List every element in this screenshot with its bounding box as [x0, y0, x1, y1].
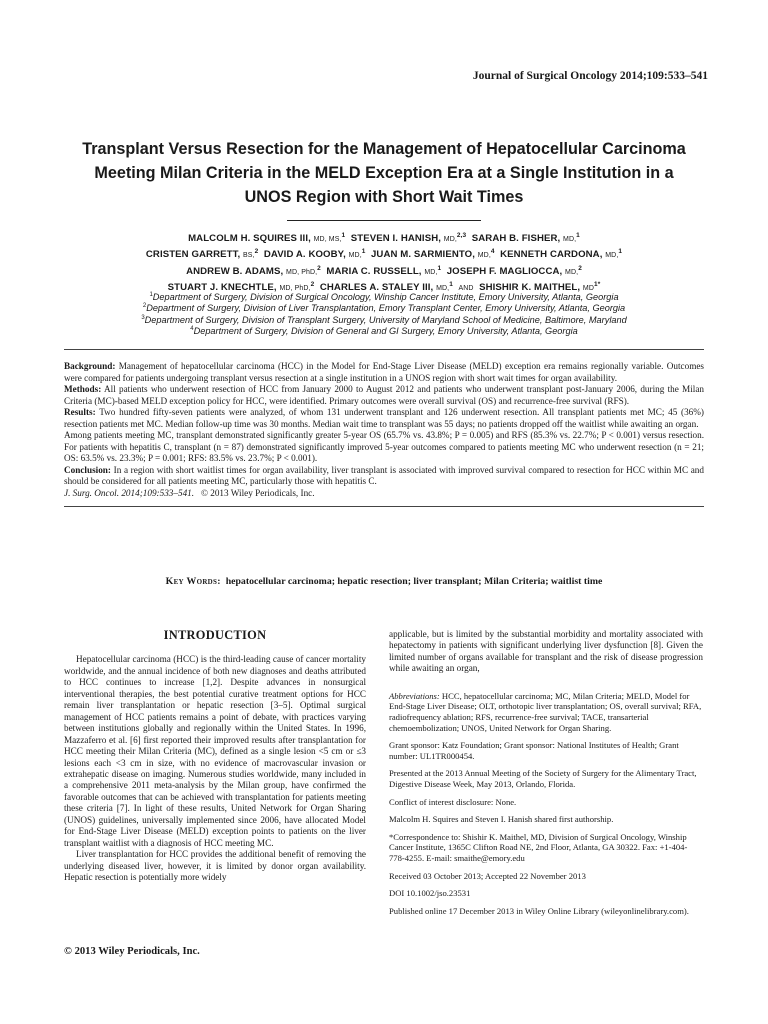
grant-note: Grant sponsor: Katz Foundation; Grant sponsor: National Institutes of Health; Grant number: UL1TR000454.: [389, 740, 679, 761]
abbreviations-label: Abbreviations:: [389, 690, 440, 701]
author-degree: MD,: [563, 236, 577, 243]
affiliation-text: Department of Surgery, Division of General and GI Surgery, Emory University, Atlanta, Georgia: [193, 326, 578, 337]
affiliation: [50, 326, 718, 337]
correspondence-note: *Correspondence to: Shishir K. Maithel, MD, Division of Surgical Oncology, Winship Cancer Institute, 1365C Clifton Road NE, 2nd Floor, Atlanta, GA 30322. Fax: +1-404-778-4255. E-mail: smaithe@emory.edu: [389, 831, 688, 863]
author-degree: MD,: [424, 268, 438, 276]
author-degree: MD,: [605, 252, 619, 260]
author-name: DAVID A. KOOBY,: [263, 249, 346, 261]
abstract-citation: J. Surg. Oncol. 2014;109:533–541.: [64, 488, 195, 499]
author-name: STUART J. KNECHTLE,: [167, 282, 277, 294]
author-name: SHISHIR K. MAITHEL,: [479, 282, 581, 294]
page-copyright: © 2013 Wiley Periodicals, Inc.: [64, 946, 200, 957]
affiliation: [50, 315, 718, 326]
affiliation-text: Department of Surgery, Division of Surgical Oncology, Winship Cancer Institute, Emory University, Atlanta, Georgia: [152, 292, 619, 302]
presentation-note: Presented at the 2013 Annual Meeting of the Society of Surgery for the Alimentary Tract, Digestive Disease Week, May 2013, Orlando, Florida.: [389, 768, 697, 789]
affiliation: [50, 303, 718, 314]
body-paragraph: Hepatocellular carcinoma (HCC) is the third-leading cause of cancer mortality worldwide, and the annual incidence of both new diagnoses and deaths attributed to HCC continues to increase [1,2]. Despite advances in nonsurgical interventional therapies, the best potential curative treatment options for HCC remain liver transplantation or hepatic resection [3–5]. Optimal surgical management of HCC patients remains a point of debate, with practices varying between institutions globally and regionally within the United States. In 1996, Mazzaferro et al. [6] first reported their improved results after transplantation for HCC meeting their Milan Criteria (MC), defined as a single lesion <5 cm or ≤3 lesions each <3 cm in size, with no evidence of macrovascular invasion or extrahepatic disease on imaging. Numerous studies worldwide, many included in a comprehensive 2011 meta-analysis by the Milan group, have confirmed the favorable outcomes that can be achieved with transplantation for patients meeting these criteria [7]. In light of these results, United Network for Organ Sharing (UNOS) guidelines, universally implemented since 2006, have allocated Model for End-Stage Liver Disease (MELD) exception points to patients on the liver transplant waitlist with a diagnosis of HCC meeting MC.: [64, 654, 366, 848]
author-affil-mark: 1: [618, 248, 623, 256]
author-degree: MD,: [565, 268, 579, 276]
conflict-note: Conflict of interest disclosure: None.: [389, 796, 517, 807]
abstract-methods: [64, 384, 704, 407]
author-affil-mark: 2: [310, 281, 315, 289]
left-column: [64, 630, 366, 884]
author-name: CRISTEN GARRETT,: [145, 249, 241, 261]
author-list: [50, 231, 718, 297]
author-name: KENNETH CARDONA,: [500, 249, 603, 261]
author-affil-mark: 1: [341, 231, 346, 239]
author-affil-mark: 1*: [593, 281, 601, 289]
author-degree: MD, PhD,: [286, 268, 318, 276]
author-name: MARIA C. RUSSELL,: [326, 265, 422, 277]
abstract-citation-line: [64, 488, 704, 500]
abstract-label: Results:: [64, 407, 96, 418]
footnotes: [389, 691, 703, 917]
keywords-text: hepatocellular carcinoma; hepatic resection; liver transplant; Milan Criteria; waitlist time: [225, 576, 603, 587]
author-name: SARAH B. FISHER,: [471, 233, 561, 244]
abstract-background: [64, 361, 704, 384]
author-affil-mark: 2: [578, 264, 582, 272]
article-title: [50, 137, 718, 209]
doi-note: DOI 10.1002/jso.23531: [389, 888, 471, 899]
abstract-text: Two hundred fifty-seven patients were analyzed, of whom 131 underwent transplant and 126 underwent resection. All transplant patients met MC; 45 (36%) resection patients met MC. Median follow-up time was 30 months. Median wait time to transplant was 55 days; no patients dropped off the waitlist while awaiting an organ.: [64, 407, 704, 429]
body-paragraph-continued: applicable, but is limited by the substantial morbidity and mortality associated with hepatectomy in patients with significant underlying liver dysfunction [8]. Given the limited number of organs available for transplant and the risk of disease progression while awaiting an organ,: [389, 629, 703, 674]
author-degree: BS,: [243, 252, 255, 260]
author-affil-mark: 2: [317, 264, 321, 272]
abstract-text: Management of hepatocellular carcinoma (HCC) in the Model for End-Stage Liver Disease (MELD) exception era remains regionally variable. Outcomes were compared for patients undergoing transplant versus resection at a single institution in a UNOS region with short wait times for organ availability.: [64, 361, 704, 383]
author-line: [50, 264, 718, 280]
right-column: [389, 629, 703, 923]
author-name: JOSEPH F. MAGLIOCCA,: [446, 265, 563, 277]
abstract-label: Background:: [64, 361, 116, 371]
keywords-label: Key Words:: [165, 576, 221, 587]
abstract-copyright: © 2013 Wiley Periodicals, Inc.: [200, 488, 315, 499]
abstract-conclusion: [64, 465, 704, 488]
abstract-label: Methods:: [64, 384, 102, 395]
abstract: [64, 349, 704, 507]
author-degree: MD,: [348, 252, 362, 260]
author-degree: MD,: [477, 252, 491, 260]
author-name: MALCOLM H. SQUIRES III,: [188, 233, 311, 244]
author-degree: MD: [582, 285, 594, 293]
author-name: ANDREW B. ADAMS,: [186, 265, 284, 277]
author-name: CHARLES A. STALEY III,: [319, 282, 434, 294]
author-affil-mark: 1: [576, 231, 580, 239]
author-name: STEVEN I. HANISH,: [350, 233, 441, 244]
author-affil-mark: 4: [490, 248, 495, 256]
affiliation-text: Department of Surgery, Division of Liver Transplantation, Emory Transplant Center, Emory University, Atlanta, Georgia: [146, 303, 626, 314]
abstract-results-continued: Among patients meeting MC, transplant demonstrated significantly greater 5-year OS (65.7% vs. 43.8%; P = 0.005) and RFS (85.3% vs. 22.7%; P < 0.001) versus resection. For patients with hepatitis C, transplant (n = 87) demonstrated significantly improved 5-year outcomes compared to patients meeting MC who underwent resection (n = 21; OS: 63.5% vs. 23.3%; P = 0.001; RFS: 83.5% vs. 23.7%; P < 0.001).: [64, 430, 704, 464]
body-paragraph: Liver transplantation for HCC provides the additional benefit of removing the underlying diseased liver, however, it is limited by donor organ availability. Hepatic resection is potentially more widely: [64, 849, 366, 883]
abbreviations-note: [389, 691, 703, 733]
author-conjunction: AND: [458, 285, 474, 293]
author-name: JUAN M. SARMIENTO,: [371, 249, 475, 261]
affiliation-mark: 3: [141, 314, 145, 321]
affiliation-text: Department of Surgery, Division of Transplant Surgery, University of Maryland School of Medicine, Baltimore, Maryland: [144, 314, 627, 325]
author-line: [50, 231, 718, 247]
abstract-results: [64, 407, 704, 430]
abstract-label: Conclusion:: [64, 464, 111, 475]
title-line: UNOS Region with Short Wait Times: [244, 188, 524, 206]
received-note: Received 03 October 2013; Accepted 22 November 2013: [389, 870, 586, 881]
affiliation: [50, 292, 718, 303]
section-heading-introduction: INTRODUCTION: [163, 628, 267, 642]
keywords: [50, 576, 718, 587]
abstract-text: All patients who underwent resection of HCC from January 2000 to August 2012 and patients who underwent transplant post-January 2006, during the Milan Criteria (MC)-based MELD exception policy for HCC, were identified. Primary outcomes were overall survival (OS) and recurrence-free survival (RFS).: [64, 384, 704, 406]
title-line: Transplant Versus Resection for the Management of Hepatocellular Carcinoma: [82, 140, 686, 158]
author-degree: MD,: [443, 236, 457, 243]
authorship-note: Malcolm H. Squires and Steven I. Hanish shared first authorship.: [389, 814, 614, 825]
published-note: Published online 17 December 2013 in Wiley Online Library (wileyonlinelibrary.com).: [389, 905, 689, 916]
author-affil-mark: 1: [449, 281, 453, 289]
author-line: [50, 247, 718, 263]
author-affil-mark: 1: [361, 248, 366, 256]
author-degree: MD, PhD,: [279, 285, 311, 293]
journal-reference: Journal of Surgical Oncology 2014;109:533–541: [472, 70, 708, 82]
title-divider: [287, 220, 481, 221]
abbreviations-text: HCC, hepatocellular carcinoma; MC, Milan Criteria; MELD, Model for End-Stage Liver Disease; OLT, orthotopic liver transplantation; OS, overall survival; RFA, radiofrequency ablation; RFS, recurrence-free survival; TACE, transarterial chemoembolization; UNOS, United Network for Organ Sharing.: [389, 690, 702, 733]
author-affil-mark: 2: [254, 248, 259, 256]
affiliation-mark: 1: [149, 291, 153, 298]
author-affil-mark: 2,3: [456, 231, 467, 239]
author-degree: MD,: [436, 285, 450, 293]
title-line: Meeting Milan Criteria in the MELD Exception Era at a Single Institution in a: [94, 164, 674, 182]
affiliation-list: [50, 292, 718, 338]
affiliation-mark: 4: [190, 326, 194, 333]
affiliation-mark: 2: [142, 303, 147, 310]
author-affil-mark: 1: [437, 264, 442, 272]
author-degree: MD, MS,: [313, 236, 342, 243]
abstract-text: In a region with short waitlist times for organ availability, liver transplant is associated with improved survival compared to resection for HCC within MC and should be considered for all patients meeting MC, particularly those with hepatitis C.: [64, 464, 704, 487]
